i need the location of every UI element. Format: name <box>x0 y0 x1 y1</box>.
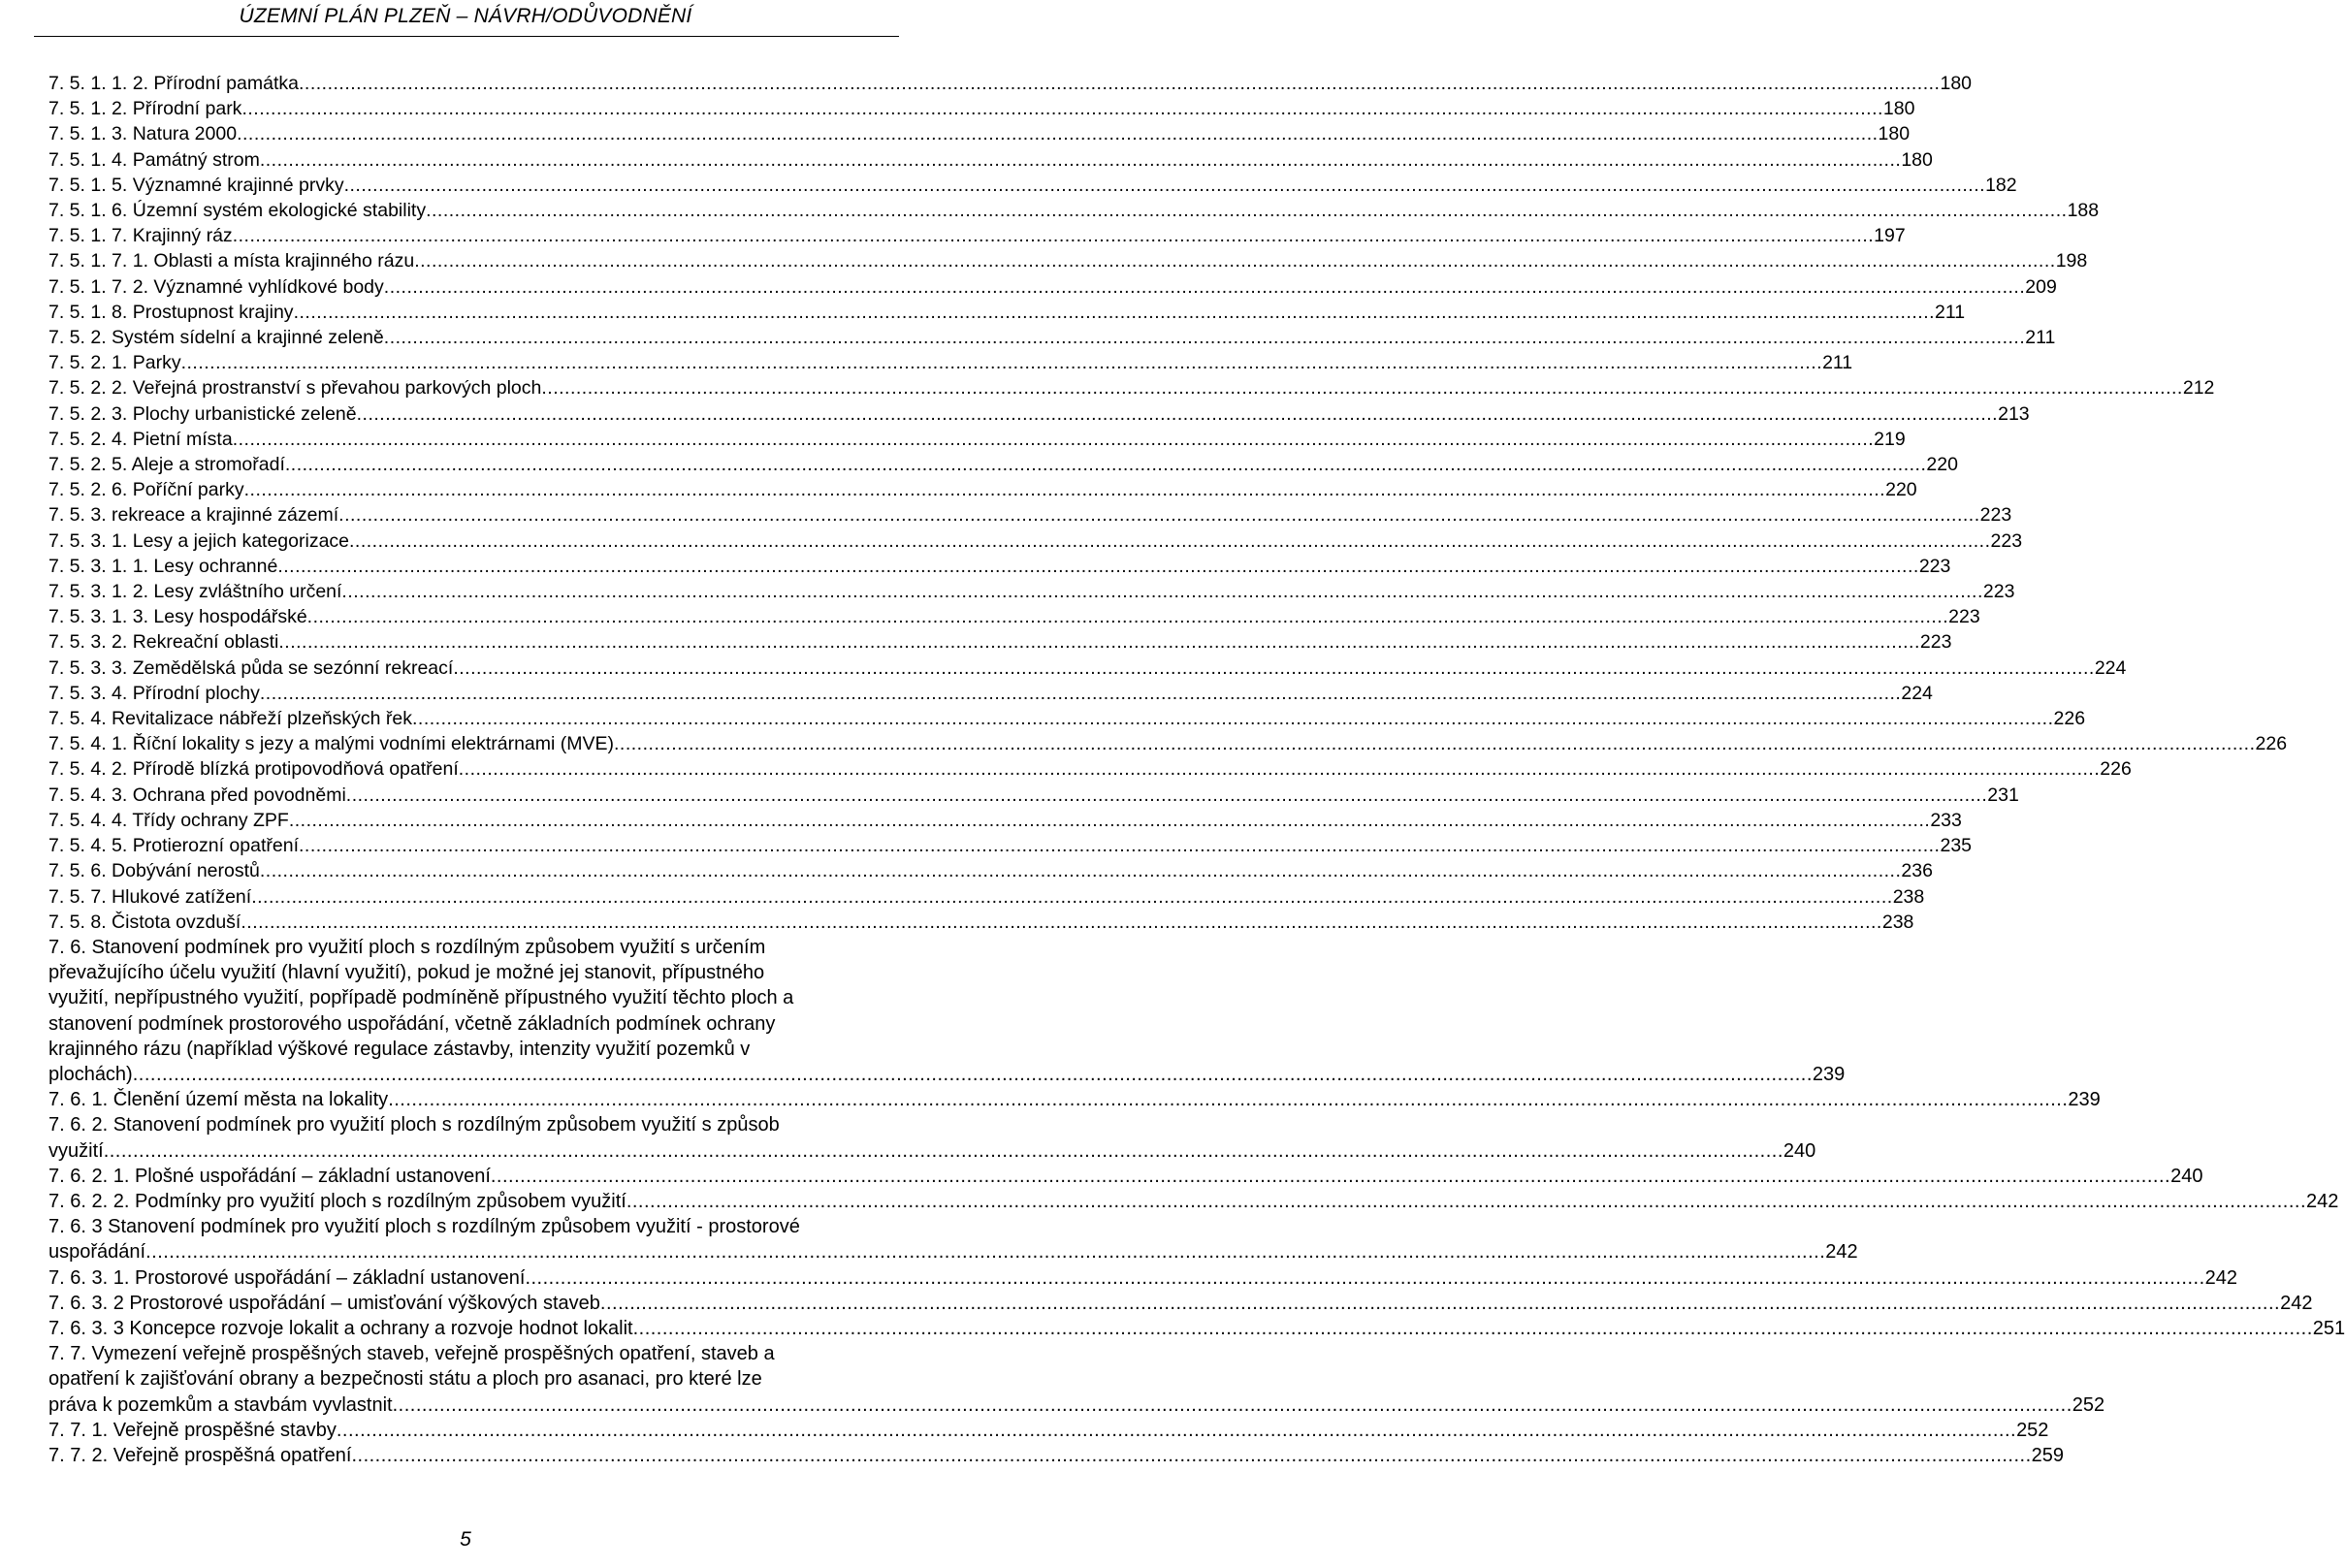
toc-entry-title: 7. 5. 3. rekreace a krajinné zázemí <box>48 504 339 527</box>
running-header: ÚZEMNÍ PLÁN PLZEŇ – NÁVRH/ODŮVODNĚNÍ <box>239 5 692 27</box>
toc-dot-leader <box>133 1062 1813 1087</box>
toc-dot-leader <box>414 248 2055 273</box>
toc-entry-page: 224 <box>1901 682 1933 704</box>
toc-entry[interactable] <box>48 528 2023 554</box>
toc-entry-line: opatření k zajišťování obrany a bezpečnosti státu a ploch pro asanaci, pro které lze <box>48 1368 762 1391</box>
toc-dot-leader <box>541 375 2182 400</box>
toc-entry[interactable] <box>48 325 2056 350</box>
toc-entry-page: 223 <box>1979 504 2012 527</box>
toc-entry-line: 7. 6. 2. Stanovení podmínek pro využití ploch s rozdílným způsobem využití s způsob <box>48 1114 780 1136</box>
toc-entry-line: 7. 6. Stanovení podmínek pro využití ploch s rozdílným způsobem využití s určením <box>48 936 766 958</box>
toc-entry[interactable] <box>48 452 1958 477</box>
toc-entry[interactable] <box>48 579 2015 604</box>
toc-entry[interactable] <box>48 858 1933 883</box>
toc-entry-title: 7. 6. 3. 3 Koncepce rozvoje lokalit a ochrany a rozvoje hodnot lokalit <box>48 1317 633 1339</box>
toc-entry-title: 7. 5. 4. Revitalizace nábřeží plzeňských řek <box>48 708 413 730</box>
toc-entry-title: 7. 5. 3. 1. Lesy a jejich kategorizace <box>48 529 350 552</box>
toc-entry-title: 7. 6. 3. 2 Prostorové uspořádání – umisťování výškových staveb <box>48 1292 600 1314</box>
toc-entry-title: 7. 5. 1. 7. 2. Významné vyhlídkové body <box>48 275 384 298</box>
toc-entry-page: 180 <box>1940 73 1973 94</box>
toc-dot-leader <box>393 1392 2072 1418</box>
toc-entry-title: 7. 5. 2. 6. Poříční parky <box>48 479 244 501</box>
toc-dot-leader <box>388 1087 2068 1112</box>
toc-entry-page: 211 <box>1935 301 1966 323</box>
toc-entry-page: 220 <box>1885 479 1917 501</box>
toc-dot-leader <box>289 808 1930 833</box>
toc-entry-title: 7. 7. 2. Veřejně prospěšná opatření <box>48 1444 352 1466</box>
toc-entry-page: 223 <box>1948 606 1980 628</box>
toc-entry[interactable] <box>48 1341 2105 1418</box>
toc-entry-title: 7. 5. 1. 5. Významné krajinné prvky <box>48 174 344 196</box>
toc-entry[interactable] <box>48 1265 2238 1291</box>
toc-dot-leader <box>525 1265 2204 1291</box>
toc-entry-page: 211 <box>2025 327 2056 349</box>
toc-dot-leader <box>459 756 2100 782</box>
toc-entry-page: 223 <box>1918 555 1951 577</box>
toc-entry-page: 242 <box>1825 1241 1858 1264</box>
toc-entry[interactable] <box>48 1164 2203 1189</box>
toc-entry-page: 213 <box>1998 402 2030 425</box>
toc-entry-page: 223 <box>1919 631 1952 654</box>
toc-entry-page: 239 <box>2068 1089 2101 1111</box>
toc-entry-title: 7. 5. 3. 1. 1. Lesy ochranné <box>48 555 278 577</box>
toc-entry-title: 7. 5. 6. Dobývání nerostů <box>48 860 260 882</box>
toc-dot-leader <box>299 833 1940 858</box>
toc-entry[interactable] <box>48 910 1914 935</box>
toc-entry-page: 220 <box>1926 454 1958 476</box>
toc-dot-leader <box>241 910 1881 935</box>
toc-entry[interactable] <box>48 656 2127 681</box>
toc-dot-leader <box>426 198 2067 223</box>
toc-dot-leader <box>251 884 1892 910</box>
toc-entry-page: 180 <box>1901 148 1933 171</box>
toc-dot-leader <box>384 325 2025 350</box>
toc-entry-last-line <box>48 1062 1846 1087</box>
toc-entry-title: 7. 5. 7. Hlukové zatížení <box>48 885 252 908</box>
toc-entry-last-line <box>48 1138 1816 1164</box>
toc-entry-title: 7. 5. 2. 4. Pietní místa <box>48 428 233 450</box>
toc-entry-last-line <box>48 1392 2105 1418</box>
toc-entry[interactable] <box>48 629 1952 655</box>
toc-dot-leader <box>412 706 2053 731</box>
toc-entry[interactable] <box>48 147 1933 173</box>
toc-entry-page: 239 <box>1812 1063 1846 1085</box>
toc-entry-page: 235 <box>1940 835 1973 857</box>
toc-dot-leader <box>237 121 1878 146</box>
toc-entry[interactable] <box>48 935 1846 1087</box>
table-of-contents <box>48 71 2345 1468</box>
toc-entry[interactable] <box>48 401 2030 427</box>
toc-dot-leader <box>241 96 1882 121</box>
toc-entry[interactable] <box>48 833 1973 858</box>
toc-entry-title: 7. 5. 1. 2. Přírodní park <box>48 98 242 120</box>
toc-dot-leader <box>244 477 1885 502</box>
toc-entry-page: 242 <box>2204 1266 2238 1289</box>
toc-entry-title: 7. 5. 2. Systém sídelní a krajinné zeleně <box>48 327 384 349</box>
toc-entry[interactable] <box>48 173 2017 198</box>
toc-dot-leader <box>614 731 2255 756</box>
toc-dot-leader <box>145 1239 1825 1264</box>
toc-entry[interactable] <box>48 274 2057 300</box>
toc-dot-leader <box>285 452 1926 477</box>
toc-entry-page: 252 <box>2016 1419 2049 1441</box>
toc-entry-title: uspořádání <box>48 1241 146 1264</box>
toc-entry[interactable] <box>48 96 1915 121</box>
toc-dot-leader <box>260 681 1901 706</box>
toc-entry-line: 7. 7. Vymezení veřejně prospěšných staveb, veřejně prospěšných opatření, staveb a <box>48 1343 775 1365</box>
toc-entry-page: 180 <box>1878 123 1911 145</box>
toc-dot-leader <box>349 528 1990 554</box>
toc-entry-title: 7. 5. 3. 1. 3. Lesy hospodářské <box>48 606 307 628</box>
toc-entry-title: 7. 5. 1. 7. 1. Oblasti a místa krajinného rázu <box>48 250 415 272</box>
toc-entry-page: 238 <box>1892 885 1925 908</box>
toc-entry[interactable] <box>48 1087 2101 1112</box>
toc-entry-title: 7. 5. 4. 1. Říční lokality s jezy a malými vodními elektrárnami (MVE) <box>48 733 615 755</box>
toc-dot-leader <box>600 1291 2280 1316</box>
toc-entry-line: převažujícího účelu využití (hlavní využití), pokud je možné jej stanovit, přípustného <box>48 962 765 984</box>
toc-entry-page: 197 <box>1874 225 1906 247</box>
toc-entry-page: 251 <box>2312 1317 2345 1339</box>
toc-dot-leader <box>453 656 2094 681</box>
toc-entry-page: 223 <box>1982 581 2015 603</box>
toc-entry-title: plochách) <box>48 1063 133 1085</box>
toc-entry-page: 212 <box>2182 377 2215 400</box>
toc-entry-page: 209 <box>2025 275 2057 298</box>
toc-entry[interactable] <box>48 248 2088 273</box>
toc-entry-title: 7. 5. 1. 7. Krajinný ráz <box>48 225 233 247</box>
toc-entry[interactable] <box>48 1214 1858 1264</box>
header-rule <box>34 36 899 37</box>
toc-entry-page: 182 <box>1985 174 2017 196</box>
toc-entry-title: 7. 5. 8. Čistota ovzduší <box>48 911 241 933</box>
toc-entry-title: 7. 5. 1. 6. Územní systém ekologické stability <box>48 200 427 222</box>
page-number: 5 <box>460 1528 471 1551</box>
toc-entry-page: 226 <box>2255 733 2288 755</box>
toc-entry-page: 226 <box>2100 758 2132 781</box>
toc-entry[interactable] <box>48 121 1911 146</box>
toc-entry[interactable] <box>48 198 2100 223</box>
toc-entry-page: 226 <box>2053 708 2086 730</box>
toc-dot-leader <box>233 223 1874 248</box>
toc-entry[interactable] <box>48 375 2215 400</box>
toc-dot-leader <box>357 401 1998 427</box>
toc-entry[interactable] <box>48 1443 2065 1468</box>
toc-entry[interactable] <box>48 756 2132 782</box>
toc-entry[interactable] <box>48 783 2019 808</box>
toc-entry-title: práva k pozemkům a stavbám vyvlastnit <box>48 1393 393 1416</box>
toc-entry-line: stanovení podmínek prostorového uspořádání, včetně základních podmínek ochrany <box>48 1012 776 1035</box>
toc-dot-leader <box>294 300 1935 325</box>
toc-entry-title: 7. 5. 4. 3. Ochrana před povodněmi <box>48 784 346 806</box>
toc-entry[interactable] <box>48 477 1917 502</box>
toc-entry-page: 224 <box>2094 656 2127 679</box>
toc-dot-leader <box>351 1443 2031 1468</box>
toc-entry-page: 211 <box>1822 352 1853 374</box>
toc-dot-leader <box>181 350 1822 375</box>
toc-entry-page: 252 <box>2072 1393 2105 1416</box>
toc-entry[interactable] <box>48 604 1980 629</box>
toc-dot-leader <box>233 427 1874 452</box>
toc-dot-leader <box>260 858 1901 883</box>
toc-entry[interactable] <box>48 223 1906 248</box>
toc-entry[interactable] <box>48 1291 2313 1316</box>
toc-dot-leader <box>307 604 1948 629</box>
toc-entry[interactable] <box>48 502 2012 528</box>
toc-entry-title: 7. 5. 4. 4. Třídy ochrany ZPF <box>48 809 289 831</box>
toc-entry[interactable] <box>48 300 1966 325</box>
toc-entry[interactable] <box>48 1418 2049 1443</box>
toc-dot-leader <box>344 173 1985 198</box>
toc-entry[interactable] <box>48 350 1853 375</box>
toc-entry-page: 240 <box>2170 1165 2203 1187</box>
toc-entry[interactable] <box>48 1112 1816 1163</box>
toc-entry[interactable] <box>48 71 1973 96</box>
toc-entry[interactable] <box>48 554 1951 579</box>
toc-entry-title: 7. 5. 2. 3. Plochy urbanistické zeleně <box>48 402 357 425</box>
toc-entry-title: 7. 6. 2. 1. Plošné uspořádání – základní ustanovení <box>48 1165 491 1187</box>
toc-entry-page: 242 <box>2306 1190 2339 1212</box>
toc-entry-title: 7. 5. 2. 2. Veřejná prostranství s převahou parkových ploch <box>48 377 542 400</box>
toc-entry-line: využití, nepřípustného využití, popřípadě podmíněně přípustného využití těchto ploch a <box>48 987 794 1009</box>
toc-dot-leader <box>633 1316 2313 1341</box>
toc-entry-title: 7. 6. 3. 1. Prostorové uspořádání – základní ustanovení <box>48 1266 526 1289</box>
toc-entry[interactable] <box>48 1316 2345 1341</box>
toc-entry[interactable] <box>48 731 2288 756</box>
toc-entry-title: 7. 5. 3. 3. Zemědělská půda se sezónní rekreací <box>48 656 454 679</box>
toc-dot-leader <box>337 1418 2016 1443</box>
toc-dot-leader <box>338 502 1979 528</box>
toc-dot-leader <box>341 579 1982 604</box>
toc-dot-leader <box>299 71 1940 96</box>
toc-entry-title: 7. 5. 4. 5. Protierozní opatření <box>48 835 299 857</box>
toc-entry-page: 198 <box>2055 250 2088 272</box>
toc-dot-leader <box>260 147 1901 173</box>
toc-entry-page: 233 <box>1930 809 1962 831</box>
toc-entry-title: 7. 6. 1. Členění území města na lokality <box>48 1089 389 1111</box>
toc-entry-title: 7. 5. 2. 1. Parky <box>48 352 181 374</box>
toc-entry[interactable] <box>48 706 2086 731</box>
toc-entry-page: 240 <box>1783 1139 1816 1162</box>
toc-entry-line: 7. 6. 3 Stanovení podmínek pro využití ploch s rozdílným způsobem využití - prostorové <box>48 1216 800 1238</box>
toc-entry[interactable] <box>48 884 1925 910</box>
toc-entry-title: 7. 5. 3. 4. Přírodní plochy <box>48 682 260 704</box>
toc-entry[interactable] <box>48 681 1933 706</box>
toc-entry-title: 7. 5. 1. 1. 2. Přírodní památka <box>48 73 299 94</box>
toc-dot-leader <box>104 1138 1783 1164</box>
toc-entry-page: 259 <box>2031 1444 2065 1466</box>
toc-entry-title: 7. 5. 3. 1. 2. Lesy zvláštního určení <box>48 581 342 603</box>
toc-entry-title: 7. 5. 4. 2. Přírodě blízká protipovodňová opatření <box>48 758 459 781</box>
toc-entry[interactable] <box>48 1189 2339 1214</box>
toc-entry-title: 7. 7. 1. Veřejně prospěšné stavby <box>48 1419 337 1441</box>
toc-dot-leader <box>491 1164 2170 1189</box>
toc-entry-page: 223 <box>1990 529 2023 552</box>
toc-entry-page: 180 <box>1882 98 1915 120</box>
toc-entry[interactable] <box>48 808 1962 833</box>
toc-entry-title: 7. 5. 1. 8. Prostupnost krajiny <box>48 301 294 323</box>
toc-entry-title: 7. 5. 3. 2. Rekreační oblasti <box>48 631 279 654</box>
toc-dot-leader <box>384 274 2025 300</box>
toc-entry-page: 219 <box>1874 428 1906 450</box>
toc-entry-line: krajinného rázu (například výškové regulace zástavby, intenzity využití pozemků v <box>48 1038 751 1060</box>
toc-entry-title: 7. 5. 2. 5. Aleje a stromořadí <box>48 454 285 476</box>
toc-entry[interactable] <box>48 427 1906 452</box>
toc-entry-last-line <box>48 1239 1858 1264</box>
toc-entry-page: 242 <box>2280 1292 2313 1314</box>
toc-dot-leader <box>626 1189 2306 1214</box>
toc-entry-page: 231 <box>1987 784 2019 806</box>
toc-entry-title: 7. 5. 1. 3. Natura 2000 <box>48 123 238 145</box>
toc-entry-page: 236 <box>1901 860 1933 882</box>
toc-entry-title: využití <box>48 1139 104 1162</box>
toc-dot-leader <box>277 554 1918 579</box>
toc-entry-page: 188 <box>2067 200 2100 222</box>
toc-entry-page: 238 <box>1881 911 1914 933</box>
toc-entry-title: 7. 5. 1. 4. Památný strom <box>48 148 260 171</box>
toc-dot-leader <box>346 783 1987 808</box>
toc-dot-leader <box>278 629 1919 655</box>
toc-entry-title: 7. 6. 2. 2. Podmínky pro využití ploch s rozdílným způsobem využití <box>48 1190 626 1212</box>
